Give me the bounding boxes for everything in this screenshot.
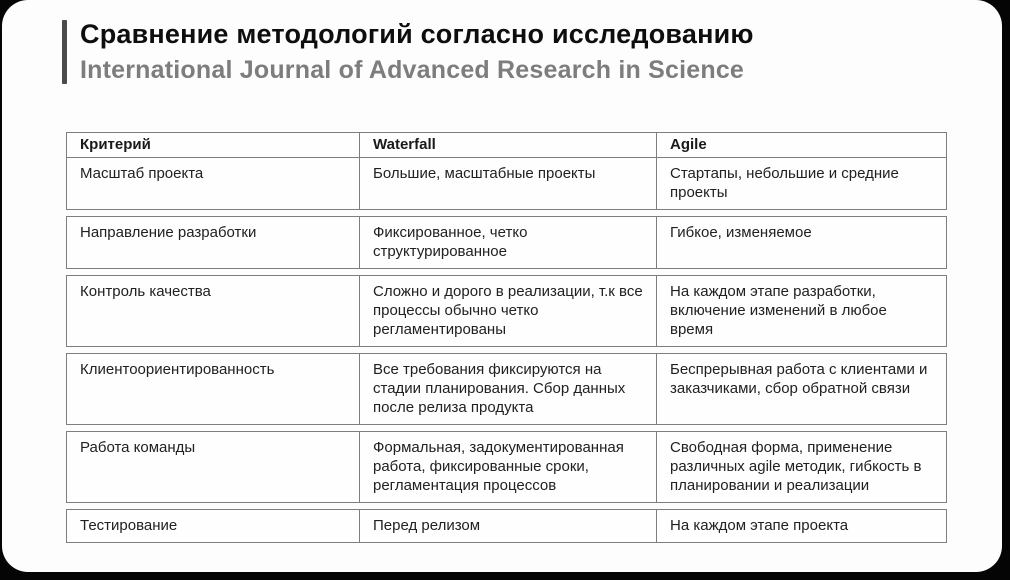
table-row-testing: [66, 509, 947, 543]
cell-waterfall: Сложно и дорого в реализации, т.к все процессы обычно четко регламентированы: [360, 276, 657, 346]
cell-waterfall: Все требования фиксируются на стадии планирования. Сбор данных после релиза продукта: [360, 354, 657, 424]
page-subtitle: International Journal of Advanced Research in Science: [80, 55, 745, 84]
table-row-quality-control: [66, 275, 947, 347]
cell-agile: На каждом этапе разработки, включение изменений в любое время: [670, 283, 887, 338]
table-row-project-scale: [66, 157, 947, 210]
table-row-client-orientation: [66, 353, 947, 425]
cell-waterfall: Фиксированное, четко структурированное: [360, 217, 657, 268]
table-header-row: [66, 132, 947, 158]
cell-agile: Свободная форма, применение различных agile методик, гибкость в планировании и реализации: [670, 439, 922, 494]
title-block: [62, 20, 1002, 84]
comparison-table: [66, 132, 947, 543]
title-accent-bar: [62, 20, 67, 84]
titles: [80, 20, 754, 84]
table-row-development-direction: [66, 216, 947, 269]
cell-criterion: Масштаб проекта: [67, 158, 360, 209]
cell-agile: Стартапы, небольшие и средние проекты: [670, 165, 899, 201]
cell-waterfall: Большие, масштабные проекты: [360, 158, 657, 209]
cell-criterion: Направление разработки: [67, 217, 360, 268]
cell-criterion: Тестирование: [67, 510, 360, 542]
cell-criterion: Клиентоориентированность: [67, 354, 360, 424]
cell-waterfall: Перед релизом: [360, 510, 657, 542]
column-header-agile: Agile: [670, 136, 707, 153]
cell-waterfall: Формальная, задокументированная работа, фиксированные сроки, регламентация процессов: [360, 432, 657, 502]
cell-agile: На каждом этапе проекта: [670, 517, 849, 534]
table-row-team-work: [66, 431, 947, 503]
column-header-waterfall: Waterfall: [360, 133, 657, 157]
cell-criterion: Работа команды: [67, 432, 360, 502]
column-header-criterion: Критерий: [67, 133, 360, 157]
cell-agile: Беспрерывная работа с клиентами и заказчиками, сбор обратной связи: [670, 361, 928, 397]
cell-criterion: Контроль качества: [67, 276, 360, 346]
page-title: Сравнение методологий согласно исследованию: [80, 19, 754, 49]
slide-card: [2, 0, 1002, 572]
cell-agile: Гибкое, изменяемое: [670, 224, 812, 241]
